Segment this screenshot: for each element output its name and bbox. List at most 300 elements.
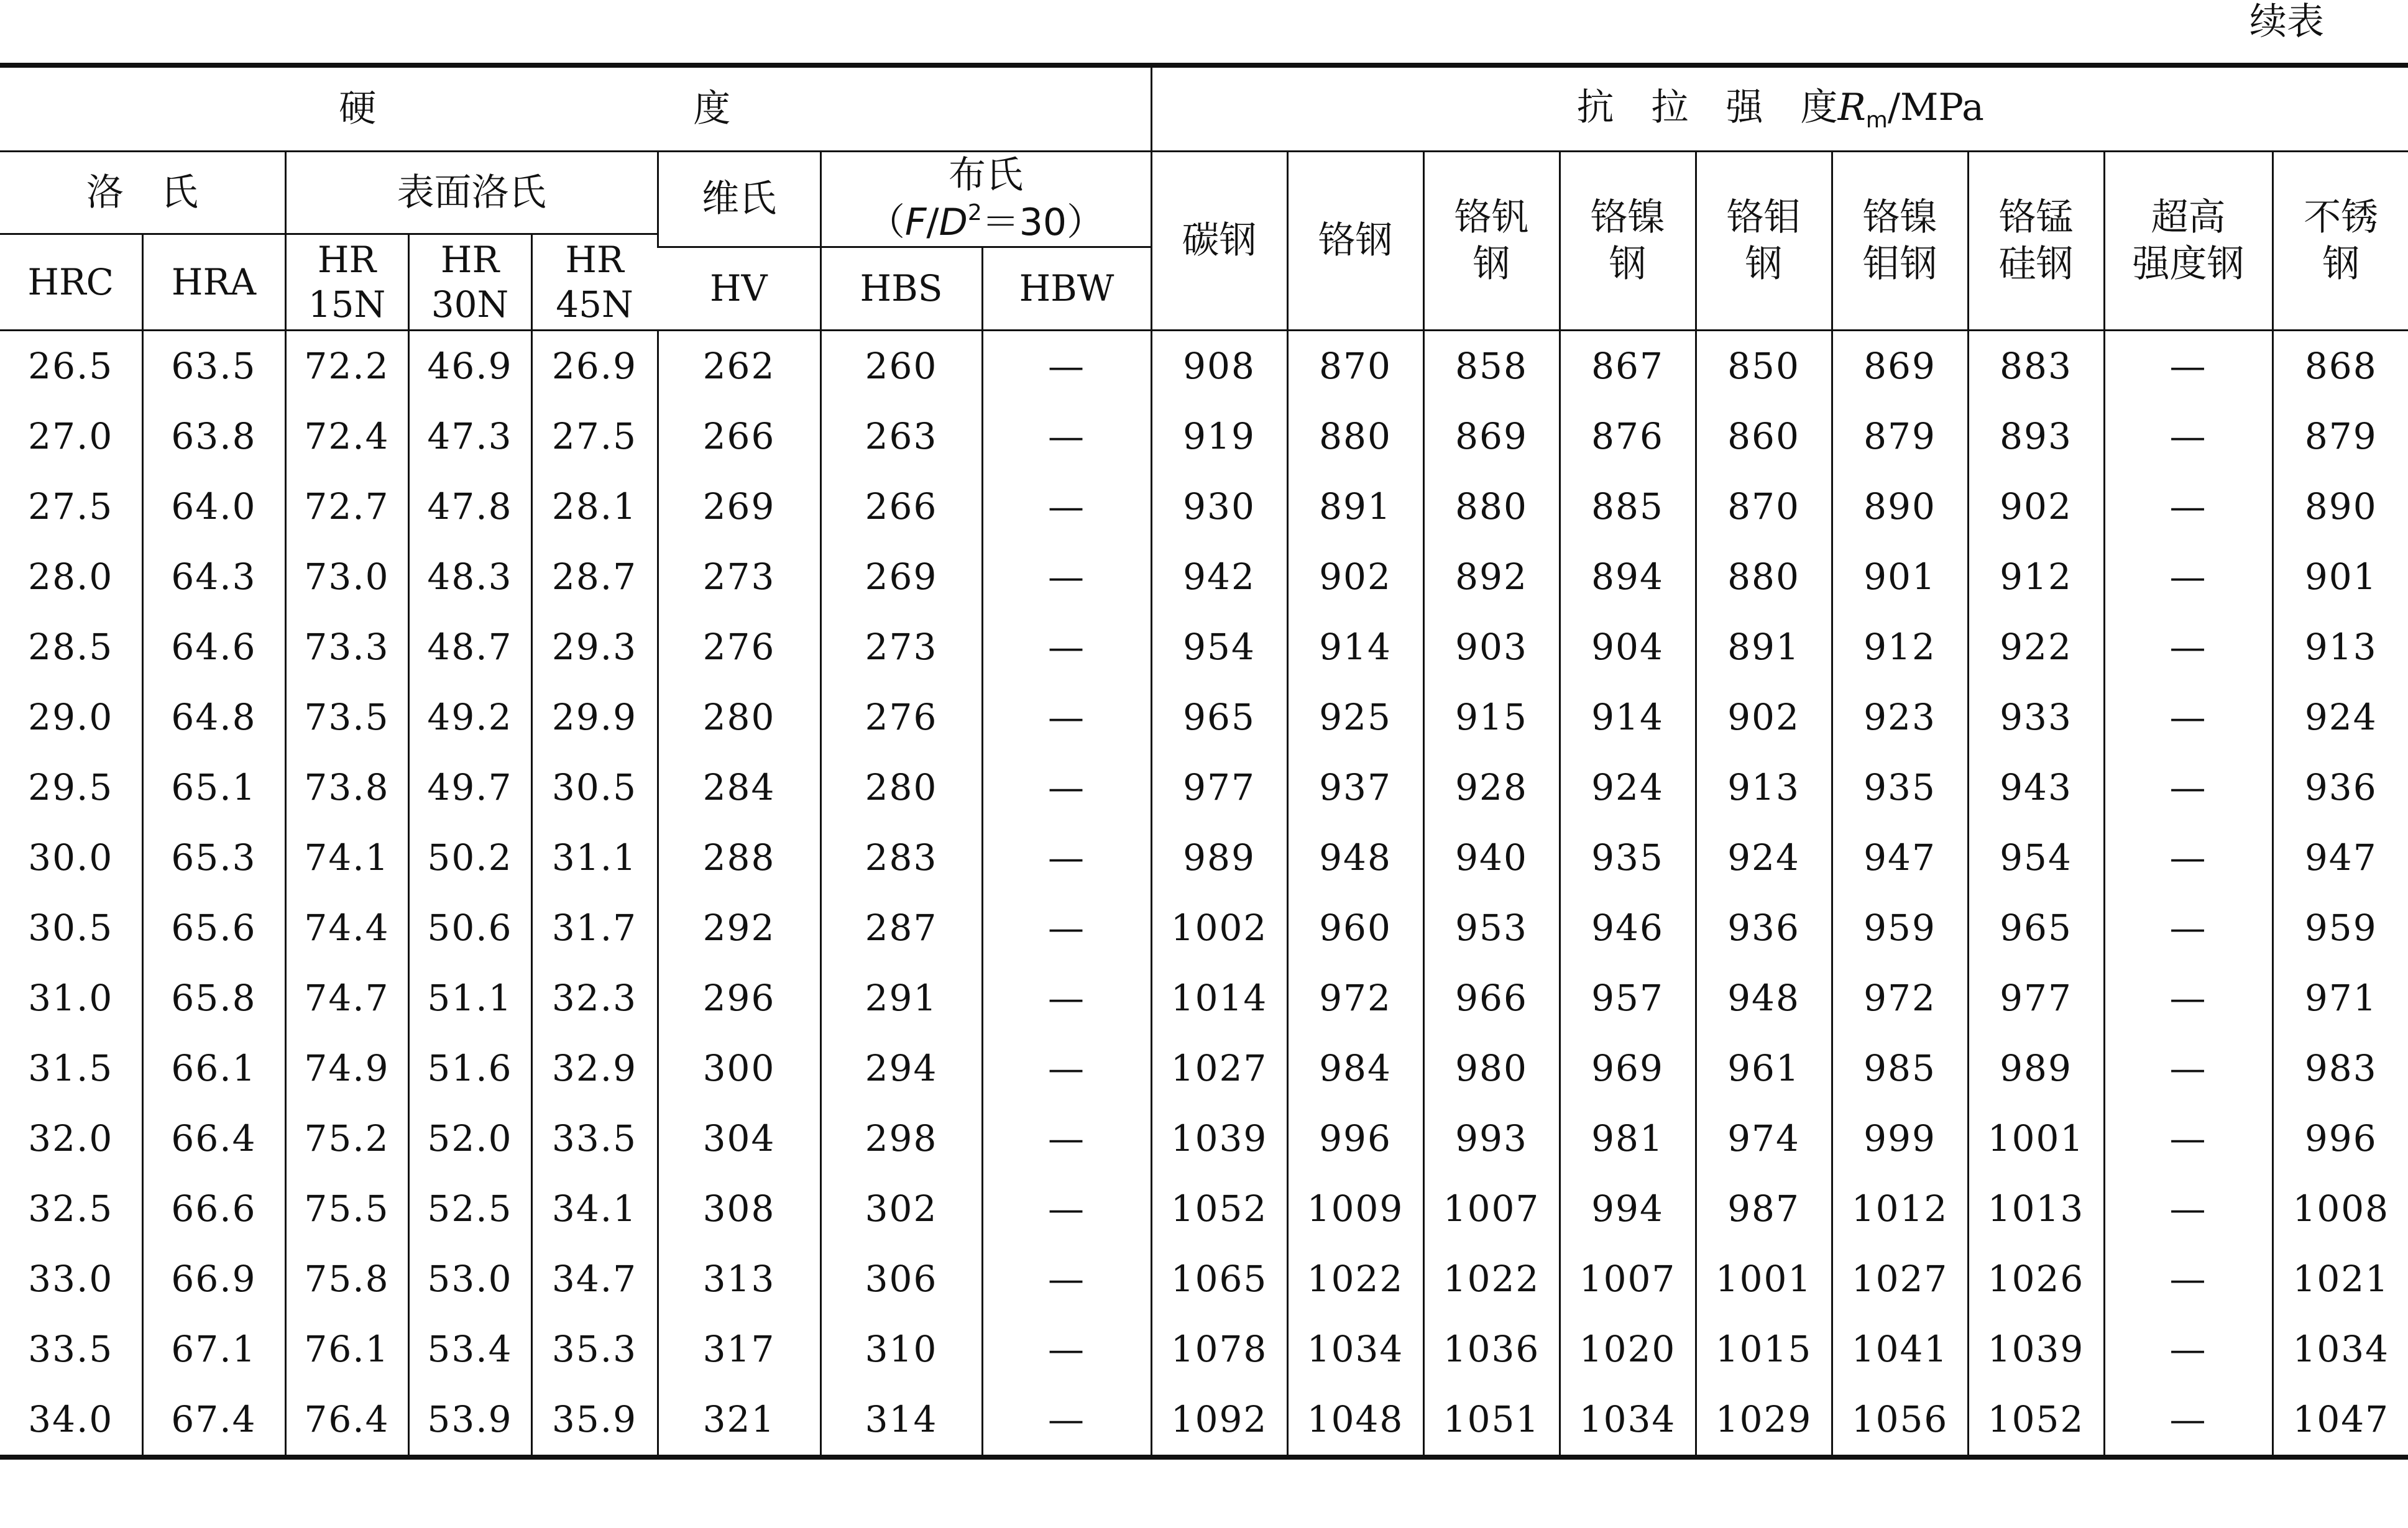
table-cell: 72.7: [285, 472, 408, 542]
table-cell: 27.5: [0, 472, 142, 542]
table-header: [0, 65, 2408, 331]
header-chromium-molybdenum-steel: 铬钼 钢: [1696, 152, 1832, 331]
table-cell: 48.3: [408, 542, 531, 612]
table-cell: 48.7: [408, 612, 531, 682]
table-cell: 32.5: [0, 1174, 142, 1244]
table-cell: 923: [1832, 682, 1968, 753]
table-cell: 961: [1696, 1033, 1832, 1104]
table-cell: 73.0: [285, 542, 408, 612]
table-cell: 28.5: [0, 612, 142, 682]
table-cell: 890: [1832, 472, 1968, 542]
table-cell: 959: [2272, 893, 2408, 963]
table-cell: 1013: [1968, 1174, 2104, 1244]
table-cell: 74.4: [285, 893, 408, 963]
table-cell: —: [982, 823, 1151, 893]
table-cell: 74.9: [285, 1033, 408, 1104]
table-cell: 276: [658, 612, 820, 682]
table-cell: 72.2: [285, 331, 408, 402]
table-cell: 1009: [1287, 1174, 1423, 1244]
table-cell: —: [982, 1174, 1151, 1244]
table-cell: 33.0: [0, 1244, 142, 1314]
table-cell: —: [982, 1033, 1151, 1104]
table-cell: —: [2104, 542, 2272, 612]
table-row: [0, 331, 2408, 402]
table-cell: 996: [2272, 1104, 2408, 1174]
table-cell: —: [2104, 893, 2272, 963]
table-cell: 63.5: [142, 331, 285, 402]
table-cell: 75.5: [285, 1174, 408, 1244]
table-cell: 869: [1423, 401, 1560, 472]
table-cell: 50.6: [408, 893, 531, 963]
table-cell: 49.7: [408, 753, 531, 823]
table-cell: 1012: [1832, 1174, 1968, 1244]
table-cell: 891: [1696, 612, 1832, 682]
table-cell: 64.6: [142, 612, 285, 682]
table-cell: 930: [1151, 472, 1287, 542]
table-cell: 64.0: [142, 472, 285, 542]
table-cell: 47.3: [408, 401, 531, 472]
table-cell: 1056: [1832, 1384, 1968, 1457]
table-cell: 954: [1968, 823, 2104, 893]
table-cell: 1022: [1287, 1244, 1423, 1314]
table-cell: —: [982, 1104, 1151, 1174]
table-row: [0, 1314, 2408, 1384]
table-cell: —: [2104, 1174, 2272, 1244]
table-cell: 993: [1423, 1104, 1560, 1174]
table-cell: 890: [2272, 472, 2408, 542]
table-cell: 850: [1696, 331, 1832, 402]
table-cell: 308: [658, 1174, 820, 1244]
table-body: [0, 331, 2408, 1458]
table-cell: 972: [1287, 963, 1423, 1033]
table-cell: 902: [1696, 682, 1832, 753]
header-tensile-strength: 抗 拉 强 度$R_m$/MPa: [1151, 65, 2408, 152]
header-vickers: 维氏: [658, 152, 820, 247]
table-cell: 28.7: [531, 542, 658, 612]
table-cell: 972: [1832, 963, 1968, 1033]
table-cell: 994: [1560, 1174, 1696, 1244]
table-row: [0, 1174, 2408, 1244]
table-cell: 32.3: [531, 963, 658, 1033]
table-cell: 984: [1287, 1033, 1423, 1104]
table-cell: 46.9: [408, 331, 531, 402]
table-cell: 1022: [1423, 1244, 1560, 1314]
table-cell: —: [982, 963, 1151, 1033]
table-cell: 903: [1423, 612, 1560, 682]
table-cell: 29.3: [531, 612, 658, 682]
table-cell: 1047: [2272, 1384, 2408, 1457]
table-cell: 52.5: [408, 1174, 531, 1244]
table-cell: 33.5: [531, 1104, 658, 1174]
table-cell: 985: [1832, 1033, 1968, 1104]
table-row: [0, 682, 2408, 753]
table-cell: 948: [1696, 963, 1832, 1033]
table-cell: 294: [820, 1033, 982, 1104]
table-cell: 27.0: [0, 401, 142, 472]
table-cell: 1052: [1151, 1174, 1287, 1244]
table-cell: 902: [1287, 542, 1423, 612]
table-cell: 919: [1151, 401, 1287, 472]
table-cell: 971: [2272, 963, 2408, 1033]
table-cell: 1048: [1287, 1384, 1423, 1457]
table-cell: 266: [820, 472, 982, 542]
table-cell: 953: [1423, 893, 1560, 963]
table-cell: 868: [2272, 331, 2408, 402]
table-cell: 1065: [1151, 1244, 1287, 1314]
table-cell: 31.0: [0, 963, 142, 1033]
table-cell: 65.3: [142, 823, 285, 893]
table-cell: 304: [658, 1104, 820, 1174]
table-cell: 966: [1423, 963, 1560, 1033]
table-cell: 276: [820, 682, 982, 753]
table-cell: 943: [1968, 753, 2104, 823]
table-cell: 974: [1696, 1104, 1832, 1174]
table-cell: —: [982, 331, 1151, 402]
table-cell: 901: [2272, 542, 2408, 612]
table-cell: 29.9: [531, 682, 658, 753]
table-cell: —: [2104, 612, 2272, 682]
table-cell: 34.0: [0, 1384, 142, 1457]
table-cell: 29.5: [0, 753, 142, 823]
table-cell: 1002: [1151, 893, 1287, 963]
table-cell: 1026: [1968, 1244, 2104, 1314]
table-cell: 1007: [1560, 1244, 1696, 1314]
table-cell: 883: [1968, 331, 2104, 402]
table-cell: 74.1: [285, 823, 408, 893]
table-cell: 960: [1287, 893, 1423, 963]
table-cell: 1034: [1287, 1314, 1423, 1384]
table-cell: 292: [658, 893, 820, 963]
table-cell: 989: [1968, 1033, 2104, 1104]
table-cell: 72.4: [285, 401, 408, 472]
table-cell: 1039: [1968, 1314, 2104, 1384]
header-hbs: HBS: [820, 247, 982, 331]
table-cell: 1034: [2272, 1314, 2408, 1384]
header-carbon-steel: 碳钢: [1151, 152, 1287, 331]
header-hr15n: HR 15N: [285, 234, 408, 331]
table-cell: 1052: [1968, 1384, 2104, 1457]
table-cell: 296: [658, 963, 820, 1033]
table-cell: —: [2104, 682, 2272, 753]
table-cell: 266: [658, 401, 820, 472]
table-cell: 869: [1832, 331, 1968, 402]
header-brinell: 布氏 $(F/D^2=30)$: [820, 152, 1151, 247]
header-ultra-high-strength-steel: 超高 强度钢: [2104, 152, 2272, 331]
table-cell: 913: [1696, 753, 1832, 823]
table-cell: 66.1: [142, 1033, 285, 1104]
table-cell: 901: [1832, 542, 1968, 612]
table-cell: 1021: [2272, 1244, 2408, 1314]
table-cell: 269: [658, 472, 820, 542]
table-cell: 302: [820, 1174, 982, 1244]
table-cell: 53.4: [408, 1314, 531, 1384]
table-row: [0, 893, 2408, 963]
table-cell: 64.3: [142, 542, 285, 612]
table-cell: 73.3: [285, 612, 408, 682]
table-cell: —: [2104, 1104, 2272, 1174]
header-hr45n: HR 45N: [531, 234, 658, 331]
header-hv: HV: [658, 247, 820, 331]
table-cell: 912: [1832, 612, 1968, 682]
table-cell: 904: [1560, 612, 1696, 682]
table-cell: 29.0: [0, 682, 142, 753]
table-cell: 34.1: [531, 1174, 658, 1244]
table-cell: 867: [1560, 331, 1696, 402]
table-cell: 51.6: [408, 1033, 531, 1104]
table-row: [0, 401, 2408, 472]
table-cell: 913: [2272, 612, 2408, 682]
table-cell: 49.2: [408, 682, 531, 753]
table-cell: 263: [820, 401, 982, 472]
table-cell: 996: [1287, 1104, 1423, 1174]
table-cell: 283: [820, 823, 982, 893]
table-row: [0, 1384, 2408, 1457]
table-cell: 860: [1696, 401, 1832, 472]
table-cell: 65.6: [142, 893, 285, 963]
table-cell: 989: [1151, 823, 1287, 893]
table-cell: 858: [1423, 331, 1560, 402]
table-cell: 280: [658, 682, 820, 753]
table-cell: 321: [658, 1384, 820, 1457]
header-superficial-rockwell: 表面洛氏: [285, 152, 658, 234]
table-cell: —: [2104, 331, 2272, 402]
table-cell: —: [982, 1244, 1151, 1314]
table-cell: 269: [820, 542, 982, 612]
table-row: [0, 472, 2408, 542]
table-cell: 894: [1560, 542, 1696, 612]
table-cell: —: [982, 401, 1151, 472]
table-cell: 30.5: [531, 753, 658, 823]
header-chromium-nickel-steel: 铬镍 钢: [1560, 152, 1696, 331]
table-cell: 924: [2272, 682, 2408, 753]
table-row: [0, 1104, 2408, 1174]
table-cell: 891: [1287, 472, 1423, 542]
table-cell: 75.2: [285, 1104, 408, 1174]
table-cell: 306: [820, 1244, 982, 1314]
table-row: [0, 823, 2408, 893]
table-cell: 273: [658, 542, 820, 612]
header-hardness: 硬 度: [0, 65, 1151, 152]
table-cell: 870: [1287, 331, 1423, 402]
table-cell: 30.0: [0, 823, 142, 893]
table-cell: 946: [1560, 893, 1696, 963]
table-cell: 902: [1968, 472, 2104, 542]
table-cell: —: [982, 1384, 1151, 1457]
table-cell: 74.7: [285, 963, 408, 1033]
table-cell: 981: [1560, 1104, 1696, 1174]
table-cell: 880: [1423, 472, 1560, 542]
table-cell: —: [2104, 1033, 2272, 1104]
table-cell: —: [982, 472, 1151, 542]
table-cell: —: [982, 753, 1151, 823]
table-cell: 28.0: [0, 542, 142, 612]
table-cell: 28.1: [531, 472, 658, 542]
table-cell: 63.8: [142, 401, 285, 472]
table-cell: 870: [1696, 472, 1832, 542]
table-cell: 33.5: [0, 1314, 142, 1384]
table-cell: 1041: [1832, 1314, 1968, 1384]
table-cell: 32.9: [531, 1033, 658, 1104]
table-cell: 65.1: [142, 753, 285, 823]
table-cell: 31.1: [531, 823, 658, 893]
table-cell: 65.8: [142, 963, 285, 1033]
header-chromium-steel: 铬钢: [1287, 152, 1423, 331]
table-cell: 76.1: [285, 1314, 408, 1384]
hardness-strength-table: [0, 63, 2408, 1460]
continued-caption: 续表: [2249, 0, 2324, 43]
table-cell: 310: [820, 1314, 982, 1384]
table-cell: —: [982, 682, 1151, 753]
table-cell: 30.5: [0, 893, 142, 963]
table-cell: 66.9: [142, 1244, 285, 1314]
table-cell: 947: [2272, 823, 2408, 893]
table-cell: 893: [1968, 401, 2104, 472]
table-cell: 66.4: [142, 1104, 285, 1174]
table-cell: 262: [658, 331, 820, 402]
table-cell: 885: [1560, 472, 1696, 542]
table-cell: 31.5: [0, 1033, 142, 1104]
table-cell: 26.5: [0, 331, 142, 402]
table-cell: 1001: [1968, 1104, 2104, 1174]
header-stainless-steel: 不锈 钢: [2272, 152, 2408, 331]
table-cell: —: [2104, 753, 2272, 823]
table-row: [0, 1244, 2408, 1314]
table-cell: —: [2104, 963, 2272, 1033]
table-row: [0, 963, 2408, 1033]
table-cell: 75.8: [285, 1244, 408, 1314]
table-cell: 980: [1423, 1033, 1560, 1104]
table-row: [0, 612, 2408, 682]
table-cell: 291: [820, 963, 982, 1033]
header-chromium-nickel-molybdenum-steel: 铬镍 钼钢: [1832, 152, 1968, 331]
table-cell: 999: [1832, 1104, 1968, 1174]
table-row: [0, 753, 2408, 823]
table-cell: 67.1: [142, 1314, 285, 1384]
table-cell: 925: [1287, 682, 1423, 753]
table-cell: 287: [820, 893, 982, 963]
table-cell: —: [2104, 823, 2272, 893]
table-cell: 879: [2272, 401, 2408, 472]
table-cell: 52.0: [408, 1104, 531, 1174]
table-cell: 922: [1968, 612, 2104, 682]
table-cell: 51.1: [408, 963, 531, 1033]
header-chromium-manganese-silicon-steel: 铬锰 硅钢: [1968, 152, 2104, 331]
table-cell: —: [2104, 1314, 2272, 1384]
table-cell: 26.9: [531, 331, 658, 402]
table-cell: 1036: [1423, 1314, 1560, 1384]
table-cell: 1039: [1151, 1104, 1287, 1174]
table-cell: 314: [820, 1384, 982, 1457]
table-cell: 876: [1560, 401, 1696, 472]
table-cell: 273: [820, 612, 982, 682]
table-cell: 27.5: [531, 401, 658, 472]
table-cell: 914: [1287, 612, 1423, 682]
table-cell: —: [982, 893, 1151, 963]
header-hrc: HRC: [0, 234, 142, 331]
table-cell: 915: [1423, 682, 1560, 753]
table-cell: 53.9: [408, 1384, 531, 1457]
table-cell: 947: [1832, 823, 1968, 893]
header-rockwell: 洛 氏: [0, 152, 285, 234]
table-row: [0, 1033, 2408, 1104]
table-cell: 1014: [1151, 963, 1287, 1033]
table-cell: 50.2: [408, 823, 531, 893]
table-cell: 969: [1560, 1033, 1696, 1104]
table-cell: 284: [658, 753, 820, 823]
table-cell: 957: [1560, 963, 1696, 1033]
table-cell: 66.6: [142, 1174, 285, 1244]
table-cell: 280: [820, 753, 982, 823]
table-cell: 954: [1151, 612, 1287, 682]
table-cell: 936: [2272, 753, 2408, 823]
table-cell: —: [2104, 401, 2272, 472]
header-hra: HRA: [142, 234, 285, 331]
table-cell: 933: [1968, 682, 2104, 753]
table-cell: 1092: [1151, 1384, 1287, 1457]
table-cell: 1027: [1151, 1033, 1287, 1104]
table-cell: 948: [1287, 823, 1423, 893]
table-cell: 64.8: [142, 682, 285, 753]
table-cell: 879: [1832, 401, 1968, 472]
table-cell: 47.8: [408, 472, 531, 542]
table-cell: 987: [1696, 1174, 1832, 1244]
table-cell: 34.7: [531, 1244, 658, 1314]
table-cell: 76.4: [285, 1384, 408, 1457]
table-cell: 288: [658, 823, 820, 893]
table-cell: 35.3: [531, 1314, 658, 1384]
table-cell: 880: [1287, 401, 1423, 472]
table-cell: 1020: [1560, 1314, 1696, 1384]
table-cell: 880: [1696, 542, 1832, 612]
table-cell: 908: [1151, 331, 1287, 402]
table-cell: 977: [1968, 963, 2104, 1033]
table-cell: —: [982, 612, 1151, 682]
table-cell: 924: [1696, 823, 1832, 893]
table-cell: 53.0: [408, 1244, 531, 1314]
header-hr30n: HR 30N: [408, 234, 531, 331]
table-cell: 1001: [1696, 1244, 1832, 1314]
table-cell: 912: [1968, 542, 2104, 612]
table-cell: 937: [1287, 753, 1423, 823]
table-cell: —: [982, 542, 1151, 612]
table-row: [0, 542, 2408, 612]
table-cell: —: [2104, 1384, 2272, 1457]
table-cell: 983: [2272, 1033, 2408, 1104]
table-cell: 260: [820, 331, 982, 402]
table-cell: 1029: [1696, 1384, 1832, 1457]
table-cell: 31.7: [531, 893, 658, 963]
table-cell: 924: [1560, 753, 1696, 823]
table-cell: —: [982, 1314, 1151, 1384]
table-cell: 73.8: [285, 753, 408, 823]
table-cell: 1034: [1560, 1384, 1696, 1457]
table-cell: 32.0: [0, 1104, 142, 1174]
table-cell: 1027: [1832, 1244, 1968, 1314]
table-cell: 1007: [1423, 1174, 1560, 1244]
table-cell: 942: [1151, 542, 1287, 612]
table-cell: —: [2104, 472, 2272, 542]
table-cell: 1015: [1696, 1314, 1832, 1384]
table-cell: 928: [1423, 753, 1560, 823]
table-cell: 1051: [1423, 1384, 1560, 1457]
table-cell: 300: [658, 1033, 820, 1104]
table-cell: 1078: [1151, 1314, 1287, 1384]
table-cell: 73.5: [285, 682, 408, 753]
table-cell: 67.4: [142, 1384, 285, 1457]
table-cell: 313: [658, 1244, 820, 1314]
table-cell: —: [2104, 1244, 2272, 1314]
table-cell: 298: [820, 1104, 982, 1174]
